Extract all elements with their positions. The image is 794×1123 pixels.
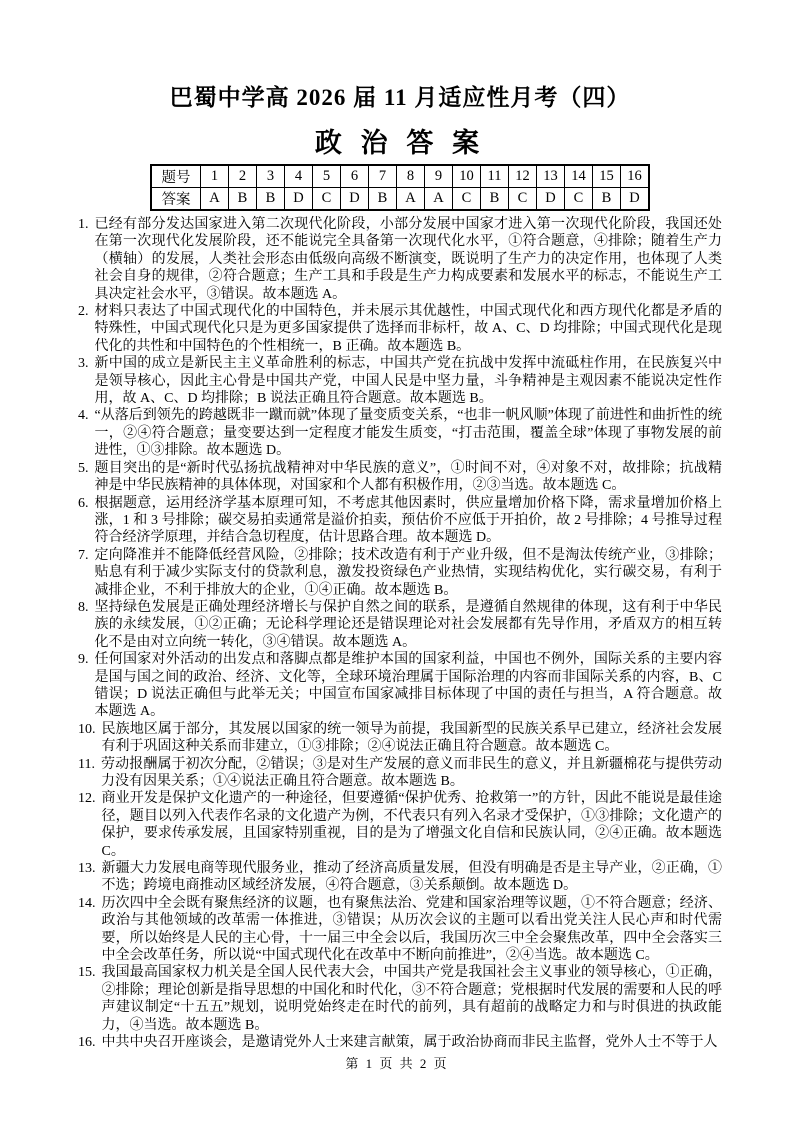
explanation-item-text: 中共中央召开座谈会，是邀请党外人士来建言献策，属于政治协商而非民主监督，党外人士不等于人 [101, 1035, 718, 1051]
answer-cell: C [313, 188, 341, 211]
answer-cell: B [257, 188, 285, 211]
question-number-cell: 8 [397, 165, 425, 188]
explanation-item-text: 新疆大力发展电商等现代服务业，推动了经济高质量发展，但没有明确是否是主导产业，②正确，①不选；跨境电商推动区域经济发展，④符合题意，③关系颠倒。故本题选 D。 [101, 861, 722, 894]
explanation-item-number: 13. [78, 861, 96, 877]
question-number-cell: 6 [341, 165, 369, 188]
question-number-cell: 9 [425, 165, 453, 188]
question-number-cell: 15 [593, 165, 621, 188]
explanation-item [78, 460, 722, 495]
explanation-item [78, 756, 722, 791]
question-number-row-header: 题号 [151, 165, 201, 188]
answer-cell: B [369, 188, 397, 211]
answer-cell: C [509, 188, 537, 211]
explanation-item-number: 8. [78, 599, 89, 615]
answer-cell: C [453, 188, 481, 211]
explanation-item-number: 1. [78, 217, 89, 232]
answer-row-header: 答案 [151, 188, 201, 211]
question-number-cell: 12 [509, 165, 537, 188]
explanation-item [78, 721, 722, 756]
answer-cell: C [565, 188, 593, 211]
explanation-item-number: 2. [78, 304, 89, 320]
answer-cell: D [341, 188, 369, 211]
explanation-item [78, 860, 722, 895]
question-number-cell: 7 [369, 165, 397, 188]
explanation-item-text: 新中国的成立是新民主主义革命胜利的标志，中国共产党在抗战中发挥中流砥柱作用，在民族复兴中是领导核心，因此主心骨是中国共产党，中国人民是中坚力量，斗争精神是主观因素不能说决定性作用，故 A、C、D 均排除；B 说法正确且符合题意。故本题选 B。 [94, 356, 722, 407]
answer-cell: B [593, 188, 621, 211]
explanation-item [78, 547, 722, 599]
explanation-item [78, 651, 722, 721]
answer-cell: D [537, 188, 565, 211]
explanation-item [78, 790, 722, 860]
explanation-item [78, 407, 722, 459]
explanation-item-text: 民族地区属于部分，其发展以国家的统一领导为前提，我国新型的民族关系早已建立，经济社会发展有利于巩固这种关系而非建立，①③排除；②④说法正确且符合题意。故本题选 C。 [101, 721, 722, 755]
question-number-cell: 10 [453, 165, 481, 188]
explanation-item-text: 历次四中全会既有聚焦经济的议题，也有聚焦法治、党建和国家治理等议题，①不符合题意；经济、政治与其他领域的改革需一体推进，③错误；从历次会议的主题可以看出党关注人民心声和时代需要，所以始终是人民的主心骨，十一届三中全会以后，我国历次三中全会聚焦改革，四中全会落实三中全会改革任务，所以说“中国式现代化在改革中不断向前推进”，②④当选。故本题选 C。 [101, 895, 722, 964]
question-number-cell: 11 [481, 165, 509, 188]
explanation-item-number: 5. [78, 460, 89, 476]
explanation-item [78, 495, 722, 547]
explanation-item-number: 7. [78, 547, 89, 563]
explanation-item-text: 劳动报酬属于初次分配，②错误；③是对生产发展的意义而非民生的意义，并且新疆棉花与提供劳动力没有因果关系；①④说法正确且符合题意。故本题选 B。 [100, 756, 722, 789]
answer-cell: A [201, 188, 229, 211]
explanation-item [78, 1034, 722, 1051]
page-footer: 第 1 页 共 2 页 [345, 1056, 449, 1071]
explanation-item [78, 895, 722, 965]
explanation-item-number: 12. [78, 791, 96, 807]
question-number-row [151, 165, 649, 188]
answer-row [151, 188, 649, 211]
explanation-item-number: 4. [78, 408, 89, 424]
answer-cell: D [621, 188, 650, 211]
question-number-cell: 2 [229, 165, 257, 188]
explanation-item-number: 10. [78, 721, 96, 737]
question-number-cell: 1 [201, 165, 229, 188]
explanation-item-number: 14. [78, 895, 96, 911]
explanation-item-text: 材料只表达了中国式现代化的中国特色，并未展示其优越性，中国式现代化和西方现代化都是矛盾的特殊性，中国式现代化只是为更多国家提供了选择而非标杆，故 A、C、D 均排除；中国式现代化是现代化的共性和中国特色的个性相统一，B 正确。故本题选 B。 [94, 304, 722, 354]
page-title: 巴蜀中学高 2026 届 11 月适应性月考（四） [169, 85, 631, 110]
answer-cell: B [481, 188, 509, 211]
explanation-item [78, 303, 722, 355]
explanation-item [78, 355, 722, 407]
explanation-item-number: 15. [78, 965, 96, 981]
explanation-item-text: 定向降准并不能降低经营风险，②排除；技术改造有利于产业升级，但不是淘汰传统产业，③排除；贴息有利于减少实际支付的贷款利息，激发投资绿色产业热情，实现结构优化，实行碳交易，有利于减排企业，不利于排放大的企业，①④正确。故本题选 B。 [94, 547, 722, 598]
explanation-item [78, 964, 722, 1034]
page-subtitle: 政 治 答 案 [314, 128, 486, 158]
explanation-item-text: 我国最高国家权力机关是全国人民代表大会，中国共产党是我国社会主义事业的领导核心，①正确，②排除；理论创新是指导思想的中国化和时代化，③不符合题意；党根据时代发展的需要和人民的呼声建议制定“十五五”规划，说明党始终走在时代的前列，具有超前的战略定力和与时俱进的执政能力，④当选。故本题选 B。 [101, 965, 722, 1033]
question-number-cell: 14 [565, 165, 593, 188]
question-number-cell: 13 [537, 165, 565, 188]
explanation-item-text: 商业开发是保护文化遗产的一种途径，但要遵循“保护优秀、抢救第一”的方针，因此不能说是最佳途径，题目以列入代表作名录的文化遗产为例，不代表只有列入名录才受保护，①③排除；文化遗产的保护，要求传承发展，且国家特别重视，目的是为了增强文化自信和民族认同，②④正确。故本题选 C。 [101, 791, 722, 859]
explanation-item-text: 任何国家对外活动的出发点和落脚点都是维护本国的国家利益，中国也不例外，国际关系的主要内容是国与国之间的政治、经济、文化等，全球环境治理属于国际治理的内容而非国际关系的内容，B、C 错误；D 说法正确但与此举无关；中国宣布国家减排目标体现了中国的责任与担当，A 符合题意。故本题选 A。 [94, 652, 722, 720]
question-number-cell: 4 [285, 165, 313, 188]
explanation-item-number: 6. [78, 495, 89, 511]
explanation-item-text: 题目突出的是“新时代弘扬抗战精神对中华民族的意义”，①时间不对，④对象不对，故排除；抗战精神是中华民族精神的具体体现，对国家和个人都有积极作用，②③当选。故本题选 C。 [94, 460, 722, 494]
question-number-cell: 3 [257, 165, 285, 188]
answer-cell: A [397, 188, 425, 211]
answer-cell: D [285, 188, 313, 211]
explanation-item-number: 9. [78, 652, 89, 668]
explanation-item-number: 11. [78, 756, 95, 772]
explanation-item-text: 坚持绿色发展是正确处理经济增长与保护自然之间的联系，是遵循自然规律的体现，这有利于中华民族的永续发展，①②正确；无论科学理论还是错误理论对社会发展都有先导作用，矛盾双方的相互转化不是由对立向统一转化，③④错误。故本题选 A。 [94, 599, 722, 650]
explanation-list [78, 216, 722, 1052]
explanation-item [78, 216, 722, 303]
explanation-item-text: 已经有部分发达国家进入第二次现代化阶段，小部分发展中国家才进入第一次现代化阶段，我国还处在第一次现代化发展阶段，还不能说完全具备第一次现代化水平，①符合题意，④排除；随着生产力（横轴）的发展，人类社会形态由低级向高级不断演变，既说明了生产力的决定作用，也体现了人类社会自身的规律，②符合题意；生产工具和手段是生产力构成要素和发展水平的标志，不能说生产工具决定社会水平，③错误。故本题选 A。 [94, 217, 722, 302]
explanation-item-text: “从落后到领先的跨越既非一蹴而就”体现了量变质变关系，“也非一帆风顺”体现了前进性和曲折性的统一，②④符合题意；量变要达到一定程度才能发生质变，“打击范围，覆盖全球”体现了事物发展的前进性，①③排除。故本题选 D。 [94, 408, 722, 459]
explanation-item-text: 根据题意，运用经济学基本原理可知，不考虑其他因素时，供应量增加价格下降，需求量增加价格上涨，1 和 3 号排除；碳交易拍卖通常是溢价拍卖，预估价不应低于开拍价，故 2 号排除；4 号推导过程符合经济学原理，并结合急切程度，估计思路合理。故本题选 D。 [94, 495, 722, 546]
explanation-item-number: 3. [78, 356, 89, 372]
answer-table [150, 164, 650, 211]
answer-cell: A [425, 188, 453, 211]
explanation-item-number: 16. [78, 1035, 96, 1051]
question-number-cell: 16 [621, 165, 650, 188]
explanation-item [78, 599, 722, 651]
answer-cell: B [229, 188, 257, 211]
question-number-cell: 5 [313, 165, 341, 188]
